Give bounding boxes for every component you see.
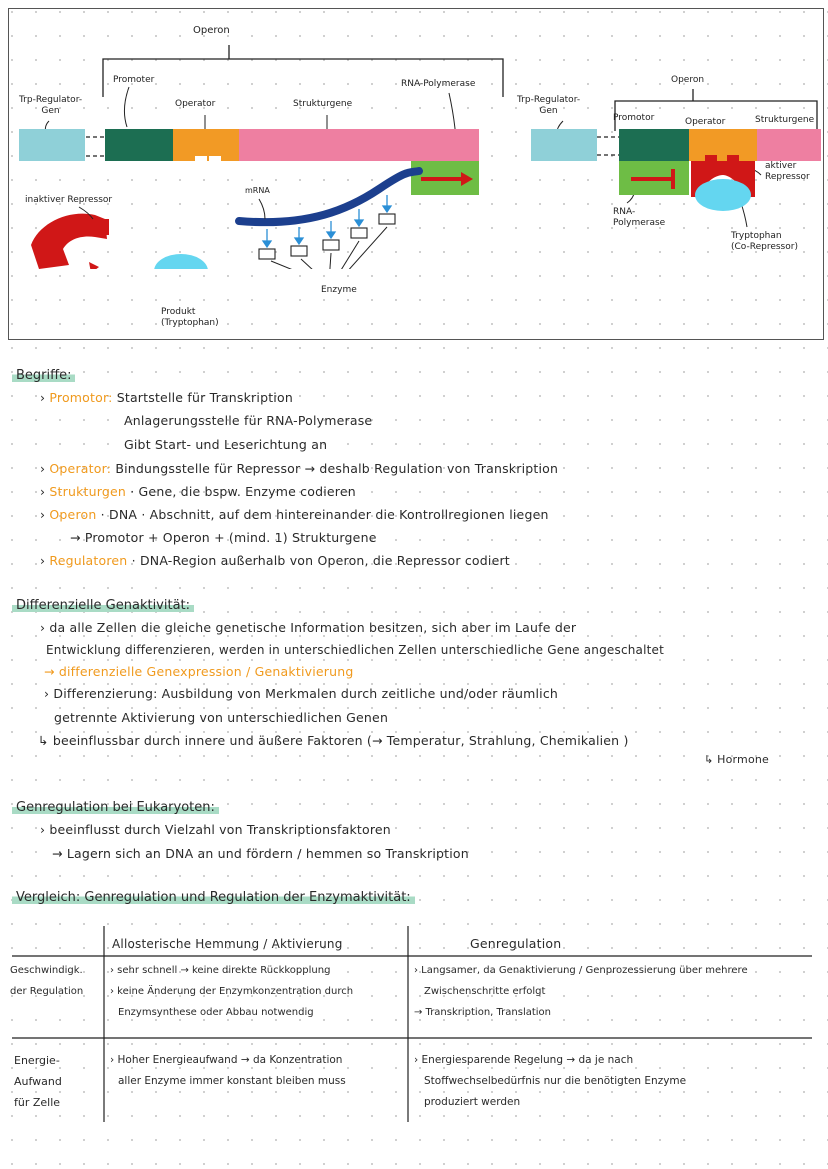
left-promoter-label: Promoter: [113, 75, 155, 85]
row2-col2: › Energiesparende Regelung → da je nach Stoffwechselbedürfnis nur die benötigten Enzyme produziert werden: [414, 1054, 687, 1108]
struktur-line: › Strukturgen · Gene, die bspw. Enzyme codieren: [40, 484, 356, 499]
operon-line: › Operon · DNA · Abschnitt, auf dem hintereinander die Kontrollregionen liegen: [40, 507, 549, 522]
operon-def-2: → Promotor + Operon + (mind. 1) Strukturgene: [70, 530, 377, 545]
col1-header: Allosterische Hemmung / Aktivierung: [112, 937, 343, 951]
differenz-line-1: › da alle Zellen die gleiche genetische Information besitzen, sich aber im Laufe der: [40, 620, 577, 635]
left-mrna-label: mRNA: [245, 186, 270, 195]
left-regulator-gene-block: [19, 129, 85, 161]
right-promoter-block: [619, 129, 689, 161]
left-dna-drawing: [9, 69, 509, 269]
right-operon-label: Operon: [671, 75, 705, 85]
promotor-def-3: Gibt Start- und Leserichtung an: [124, 437, 328, 452]
left-enzymes-label: Enzyme: [321, 285, 357, 295]
genreg-line-1: › beeinflusst durch Vielzahl von Transkriptionsfaktoren: [40, 822, 391, 837]
right-tryptophan-shape: [695, 179, 751, 211]
right-tryptophan-label: Tryptophan (Co-Repressor): [731, 231, 798, 252]
right-structural-block: [757, 129, 821, 161]
right-operator-block: [689, 129, 757, 161]
right-regulator-label: Trp-Regulator- Gen: [517, 95, 581, 116]
right-polymerase-label: RNA- Polymerase: [613, 207, 666, 228]
differenz-line-3: → differenzielle Genexpression / Genaktivierung: [44, 664, 354, 679]
left-inactive-repressor-label: inaktiver Repressor: [25, 195, 113, 205]
left-regulator-label: Trp-Regulator- Gen: [19, 95, 83, 116]
differenz-line-4: › Differenzierung: Ausbildung von Merkmalen durch zeitliche und/oder räumlich: [44, 686, 559, 701]
left-operator-label: Operator: [175, 99, 216, 109]
right-structural-label: Strukturgene: [755, 115, 815, 125]
left-structural-block: [239, 129, 479, 161]
row1-col2: › Langsamer, da Genaktivierung / Genprozessierung über mehrere Zwischenschritte erfolgt → Transkription, Translation: [414, 965, 748, 1018]
right-dna-drawing: [509, 99, 823, 249]
left-polymerase-label: RNA-Polymerase: [401, 79, 476, 89]
differenz-line-6: ↳ beeinflussbar durch innere und äußere Faktoren (→ Temperatur, Strahlung, Chemikalien ): [38, 733, 629, 748]
col2-header: Genregulation: [470, 936, 562, 951]
operator-line: › Operator: Bindungsstelle für Repressor → deshalb Regulation von Transkription: [40, 461, 559, 476]
begriffe-heading: Begriffe:: [12, 368, 75, 383]
differenz-line-5: getrennte Aktivierung von unterschiedlichen Genen: [54, 710, 389, 725]
regulator-term: Regulatoren: [49, 553, 128, 568]
promotor-def-2: Anlagerungsstelle für RNA-Polymerase: [124, 413, 373, 428]
left-promoter-block: [105, 129, 173, 161]
row1-col1: › sehr schnell → keine direkte Rückkopplung › keine Änderung der Enzymkonzentration durch Enzymsynthese oder Abbau notwendig: [110, 965, 354, 1018]
left-tryptophan-shape: [154, 254, 208, 269]
row1-label: Geschwindigk. der Regulation: [10, 965, 84, 997]
genreg-line-2: → Lagern sich an DNA an und fördern / hemmen so Transkription: [52, 846, 469, 861]
operon-term: Operon: [49, 507, 97, 522]
differenz-line-7: ↳ Hormone: [704, 753, 770, 766]
genreg-heading: Genregulation bei Eukaryoten:: [12, 800, 219, 815]
promotor-term: Promotor:: [49, 390, 113, 405]
left-structural-label: Strukturgene: [293, 99, 353, 109]
differenz-line-2: Entwicklung differenzieren, werden in unterschiedlichen Zellen unterschiedliche Gene angeschaltet: [46, 643, 665, 657]
right-operator-label: Operator: [685, 117, 726, 127]
struktur-term: Strukturgen: [49, 484, 127, 499]
right-active-repressor-label: aktiver Repressor: [765, 161, 810, 182]
left-product-label: Produkt (Tryptophan): [161, 307, 219, 328]
right-regulator-gene-block: [531, 129, 597, 161]
differenz-heading: Differenzielle Genaktivität:: [12, 598, 194, 613]
vergleich-heading: Vergleich: Genregulation und Regulation der Enzymaktivität:: [12, 890, 415, 905]
promotor-line: › Promotor: Startstelle für Transkription: [40, 390, 293, 405]
left-operon-label: Operon: [193, 25, 230, 36]
row2-label: Energie- Aufwand für Zelle: [14, 1054, 62, 1109]
operon-diagram: [8, 8, 824, 340]
right-promoter-label: Promotor: [613, 113, 655, 123]
regulator-line: › Regulatoren · DNA-Region außerhalb von Operon, die Repressor codiert: [40, 553, 510, 568]
row2-col1: › Hoher Energieaufwand → da Konzentration aller Enzyme immer konstant bleiben muss: [110, 1054, 346, 1087]
operator-term: Operator:: [49, 461, 112, 476]
